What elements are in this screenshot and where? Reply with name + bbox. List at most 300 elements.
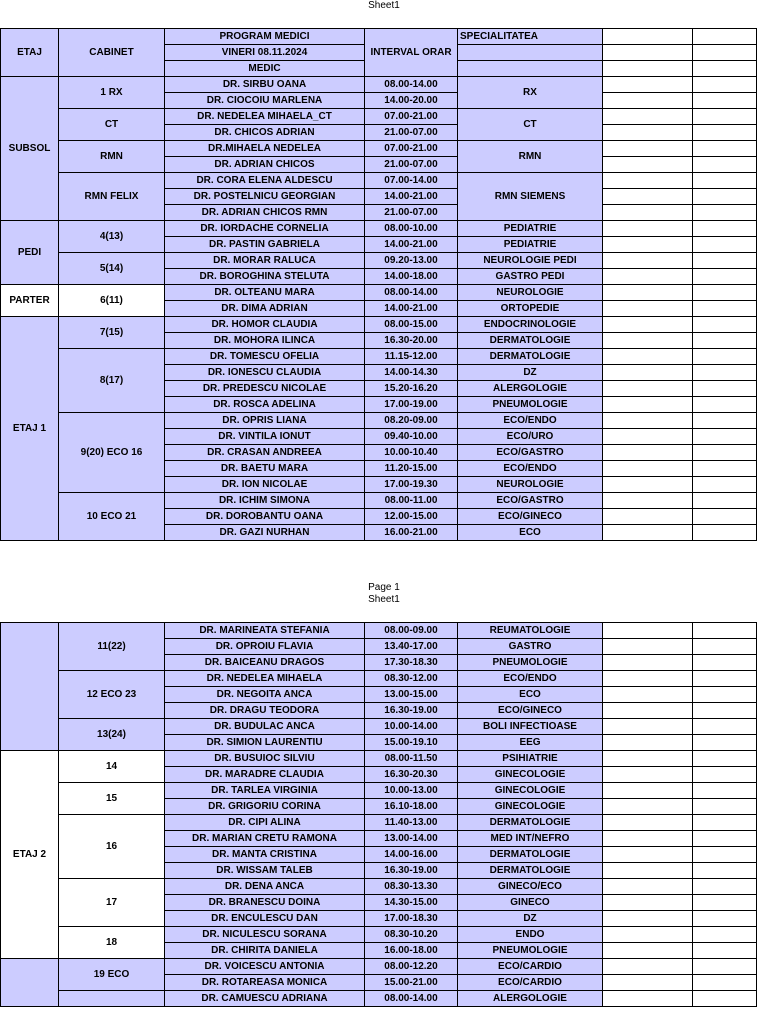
empty-cell (693, 301, 757, 317)
empty-cell (603, 863, 693, 879)
medic-cell: DR. POSTELNICU GEORGIAN (165, 189, 365, 205)
specialty-cell: GINECO/ECO (458, 879, 603, 895)
medic-cell: DR. CAMUESCU ADRIANA (165, 991, 365, 1007)
interval-cell: 10.00-13.00 (365, 783, 458, 799)
medic-cell: DR. NEDELEA MIHAELA_CT (165, 109, 365, 125)
empty-cell (603, 991, 693, 1007)
cabinet-cell: 15 (59, 783, 165, 815)
empty-cell (693, 927, 757, 943)
cabinet-cell: 4(13) (59, 221, 165, 253)
interval-cell: 16.30-19.00 (365, 863, 458, 879)
medic-cell: DR. DIMA ADRIAN (165, 301, 365, 317)
medic-cell: DR. TARLEA VIRGINIA (165, 783, 365, 799)
empty-cell (603, 413, 693, 429)
medic-cell: DR. BAETU MARA (165, 461, 365, 477)
empty-cell (603, 173, 693, 189)
empty-cell (603, 301, 693, 317)
empty-cell (693, 333, 757, 349)
medic-cell: DR. BRANESCU DOINA (165, 895, 365, 911)
floor-cell: ETAJ 1 (1, 317, 59, 541)
empty-cell (603, 975, 693, 991)
empty-cell (603, 109, 693, 125)
empty-cell (693, 221, 757, 237)
specialty-cell: EEG (458, 735, 603, 751)
specialty-cell: NEUROLOGIE (458, 285, 603, 301)
empty-cell (693, 959, 757, 975)
interval-cell: 08.00-12.20 (365, 959, 458, 975)
empty-cell (603, 93, 693, 109)
interval-cell: 16.30-19.00 (365, 703, 458, 719)
cabinet-cell: 16 (59, 815, 165, 879)
empty-cell (603, 815, 693, 831)
interval-cell: 14.00-21.00 (365, 237, 458, 253)
specialty-cell: MED INT/NEFRO (458, 831, 603, 847)
interval-cell: 14.00-16.00 (365, 847, 458, 863)
table-row (1, 751, 757, 767)
interval-cell: 08.30-13.30 (365, 879, 458, 895)
specialty-cell: BOLI INFECTIOASE (458, 719, 603, 735)
interval-cell: 08.00-14.00 (365, 991, 458, 1007)
medic-cell: DR. ION NICOLAE (165, 477, 365, 493)
specialty-cell: PEDIATRIE (458, 237, 603, 253)
specialty-cell: GINECOLOGIE (458, 799, 603, 815)
header-program: PROGRAM MEDICI (165, 29, 365, 45)
empty-cell (603, 237, 693, 253)
empty-cell (693, 237, 757, 253)
specialty-cell: GINECOLOGIE (458, 767, 603, 783)
medic-cell: DR. CHIRITA DANIELA (165, 943, 365, 959)
cabinet-cell: 8(17) (59, 349, 165, 413)
specialty-cell: ECO/GASTRO (458, 445, 603, 461)
specialty-cell: PNEUMOLOGIE (458, 397, 603, 413)
specialty-cell: DERMATOLOGIE (458, 847, 603, 863)
cabinet-cell (59, 991, 165, 1007)
empty-cell (603, 461, 693, 477)
interval-cell: 13.00-14.00 (365, 831, 458, 847)
interval-cell: 08.30-10.20 (365, 927, 458, 943)
table-row (1, 317, 757, 333)
medic-cell: DR. MARINEATA STEFANIA (165, 623, 365, 639)
medic-cell: DR. IONESCU CLAUDIA (165, 365, 365, 381)
interval-cell: 07.00-21.00 (365, 109, 458, 125)
interval-cell: 14.00-14.30 (365, 365, 458, 381)
medic-cell: DR.MIHAELA NEDELEA (165, 141, 365, 157)
empty-cell (693, 205, 757, 221)
specialty-cell: NEUROLOGIE PEDI (458, 253, 603, 269)
specialty-cell: ENDO (458, 927, 603, 943)
medic-cell: DR. DOROBANTU OANA (165, 509, 365, 525)
empty-cell (693, 429, 757, 445)
header-medic: MEDIC (165, 61, 365, 77)
empty-cell (693, 445, 757, 461)
empty-cell (603, 719, 693, 735)
page-footer: Page 1 (368, 582, 400, 593)
empty-cell (603, 157, 693, 173)
medic-cell: DR. ENCULESCU DAN (165, 911, 365, 927)
medic-cell: DR. PREDESCU NICOLAE (165, 381, 365, 397)
empty-cell (603, 735, 693, 751)
empty-cell (693, 879, 757, 895)
empty-cell (603, 927, 693, 943)
cabinet-cell: 6(11) (59, 285, 165, 317)
specialty-cell: NEUROLOGIE (458, 477, 603, 493)
empty-cell (603, 61, 693, 77)
empty-cell (603, 879, 693, 895)
specialty-cell: GASTRO PEDI (458, 269, 603, 285)
table-row (1, 285, 757, 301)
cabinet-cell: CT (59, 109, 165, 141)
empty-cell (603, 783, 693, 799)
interval-cell: 08.00-14.00 (365, 77, 458, 93)
interval-cell: 10.00-14.00 (365, 719, 458, 735)
specialty-cell: ECO (458, 525, 603, 541)
empty-cell (603, 205, 693, 221)
table-row (1, 959, 757, 975)
empty-cell (693, 655, 757, 671)
empty-cell (603, 189, 693, 205)
medic-cell: DR. HOMOR CLAUDIA (165, 317, 365, 333)
interval-cell: 15.20-16.20 (365, 381, 458, 397)
medic-cell: DR. CIPI ALINA (165, 815, 365, 831)
medic-cell: DR. ROTAREASA MONICA (165, 975, 365, 991)
empty-cell (603, 429, 693, 445)
interval-cell: 14.00-18.00 (365, 269, 458, 285)
empty-cell (603, 29, 693, 45)
empty-cell (603, 333, 693, 349)
interval-cell: 17.00-19.30 (365, 477, 458, 493)
interval-cell: 16.30-20.00 (365, 333, 458, 349)
specialty-cell: RMN SIEMENS (458, 173, 603, 221)
cabinet-cell: 19 ECO (59, 959, 165, 991)
table-row (1, 253, 757, 269)
specialty-cell: ENDOCRINOLOGIE (458, 317, 603, 333)
empty-cell (693, 157, 757, 173)
cabinet-cell: 5(14) (59, 253, 165, 285)
specialty-cell: ECO/CARDIO (458, 959, 603, 975)
empty-cell (693, 847, 757, 863)
empty-cell (603, 317, 693, 333)
specialty-cell: ALERGOLOGIE (458, 991, 603, 1007)
medic-cell: DR. ADRIAN CHICOS RMN (165, 205, 365, 221)
empty-cell (693, 509, 757, 525)
sheet-title-second: Sheet1 (368, 594, 400, 605)
specialty-cell: PNEUMOLOGIE (458, 655, 603, 671)
interval-cell: 13.00-15.00 (365, 687, 458, 703)
empty-cell (603, 767, 693, 783)
empty-cell (603, 509, 693, 525)
table-row (1, 927, 757, 943)
medic-cell: DR. OLTEANU MARA (165, 285, 365, 301)
floor-cell (1, 623, 59, 751)
table-row (1, 77, 757, 93)
empty-cell (603, 751, 693, 767)
medic-cell: DR. CRASAN ANDREEA (165, 445, 365, 461)
interval-cell: 07.00-21.00 (365, 141, 458, 157)
medic-cell: DR. OPROIU FLAVIA (165, 639, 365, 655)
interval-cell: 16.00-21.00 (365, 525, 458, 541)
specialty-cell: ECO/URO (458, 429, 603, 445)
empty-cell (693, 93, 757, 109)
empty-cell (603, 493, 693, 509)
medic-cell: DR. BAICEANU DRAGOS (165, 655, 365, 671)
schedule-table-page1 (0, 28, 757, 541)
specialty-cell: GASTRO (458, 639, 603, 655)
medic-cell: DR. GRIGORIU CORINA (165, 799, 365, 815)
empty-cell (693, 751, 757, 767)
medic-cell: DR. MANTA CRISTINA (165, 847, 365, 863)
medic-cell: DR. NEDELEA MIHAELA (165, 671, 365, 687)
empty-cell (693, 109, 757, 125)
empty-cell (458, 45, 603, 61)
medic-cell: DR. WISSAM TALEB (165, 863, 365, 879)
specialty-cell: ECO/GINECO (458, 509, 603, 525)
cabinet-cell: 14 (59, 751, 165, 783)
specialty-cell: ECO/GASTRO (458, 493, 603, 509)
specialty-cell: ECO/ENDO (458, 413, 603, 429)
interval-cell: 16.10-18.00 (365, 799, 458, 815)
interval-cell: 13.40-17.00 (365, 639, 458, 655)
empty-cell (693, 45, 757, 61)
empty-cell (603, 959, 693, 975)
interval-cell: 15.00-19.10 (365, 735, 458, 751)
medic-cell: DR. NICULESCU SORANA (165, 927, 365, 943)
medic-cell: DR. MORAR RALUCA (165, 253, 365, 269)
empty-cell (603, 445, 693, 461)
medic-cell: DR. MARADRE CLAUDIA (165, 767, 365, 783)
empty-cell (603, 125, 693, 141)
cabinet-cell: 18 (59, 927, 165, 959)
empty-cell (693, 863, 757, 879)
specialty-cell: DERMATOLOGIE (458, 815, 603, 831)
medic-cell: DR. TOMESCU OFELIA (165, 349, 365, 365)
empty-cell (693, 525, 757, 541)
header-etaj: ETAJ (1, 29, 59, 77)
empty-cell (693, 671, 757, 687)
specialty-cell: PEDIATRIE (458, 221, 603, 237)
specialty-cell: ORTOPEDIE (458, 301, 603, 317)
table-row (1, 815, 757, 831)
empty-cell (693, 719, 757, 735)
header-specialitatea: SPECIALITATEA (458, 29, 603, 45)
floor-cell: SUBSOL (1, 77, 59, 221)
medic-cell: DR. OPRIS LIANA (165, 413, 365, 429)
schedule-table-page2 (0, 622, 757, 1007)
empty-cell (693, 735, 757, 751)
specialty-cell: ECO/GINECO (458, 703, 603, 719)
specialty-cell: CT (458, 109, 603, 141)
interval-cell: 08.00-10.00 (365, 221, 458, 237)
empty-cell (603, 847, 693, 863)
empty-cell (693, 317, 757, 333)
empty-cell (693, 173, 757, 189)
table-row (1, 221, 757, 237)
medic-cell: DR. SIMION LAURENTIU (165, 735, 365, 751)
medic-cell: DR. BUDULAC ANCA (165, 719, 365, 735)
table-row (1, 349, 757, 365)
empty-cell (693, 493, 757, 509)
empty-cell (603, 639, 693, 655)
empty-cell (693, 125, 757, 141)
empty-cell (603, 397, 693, 413)
header-row-1 (1, 29, 757, 45)
empty-cell (693, 269, 757, 285)
empty-cell (693, 461, 757, 477)
empty-cell (603, 381, 693, 397)
cabinet-cell: 12 ECO 23 (59, 671, 165, 719)
header-interval: INTERVAL ORAR (365, 29, 458, 77)
cabinet-cell: 7(15) (59, 317, 165, 349)
interval-cell: 11.20-15.00 (365, 461, 458, 477)
empty-cell (693, 189, 757, 205)
empty-cell (693, 349, 757, 365)
specialty-cell: PNEUMOLOGIE (458, 943, 603, 959)
interval-cell: 11.15-12.00 (365, 349, 458, 365)
empty-cell (603, 221, 693, 237)
interval-cell: 09.40-10.00 (365, 429, 458, 445)
interval-cell: 08.20-09.00 (365, 413, 458, 429)
specialty-cell: ECO/ENDO (458, 461, 603, 477)
interval-cell: 14.00-21.00 (365, 301, 458, 317)
cabinet-cell: RMN FELIX (59, 173, 165, 221)
floor-cell (1, 959, 59, 1007)
table-row (1, 783, 757, 799)
empty-cell (693, 141, 757, 157)
cabinet-cell: 9(20) ECO 16 (59, 413, 165, 493)
interval-cell: 12.00-15.00 (365, 509, 458, 525)
interval-cell: 21.00-07.00 (365, 205, 458, 221)
empty-cell (603, 45, 693, 61)
empty-cell (603, 141, 693, 157)
empty-cell (603, 671, 693, 687)
cabinet-cell: 1 RX (59, 77, 165, 109)
medic-cell: DR. IORDACHE CORNELIA (165, 221, 365, 237)
interval-cell: 17.30-18.30 (365, 655, 458, 671)
empty-cell (693, 943, 757, 959)
table-row (1, 879, 757, 895)
empty-cell (693, 767, 757, 783)
specialty-cell: DERMATOLOGIE (458, 333, 603, 349)
empty-cell (603, 831, 693, 847)
interval-cell: 14.00-20.00 (365, 93, 458, 109)
interval-cell: 08.00-14.00 (365, 285, 458, 301)
empty-cell (693, 991, 757, 1007)
interval-cell: 15.00-21.00 (365, 975, 458, 991)
interval-cell: 08.00-09.00 (365, 623, 458, 639)
empty-cell (693, 253, 757, 269)
cabinet-cell: 10 ECO 21 (59, 493, 165, 541)
floor-cell: PARTER (1, 285, 59, 317)
interval-cell: 21.00-07.00 (365, 157, 458, 173)
medic-cell: DR. BOROGHINA STELUTA (165, 269, 365, 285)
empty-cell (603, 895, 693, 911)
specialty-cell: PSIHIATRIE (458, 751, 603, 767)
empty-cell (603, 285, 693, 301)
interval-cell: 08.00-11.00 (365, 493, 458, 509)
specialty-cell: DZ (458, 365, 603, 381)
empty-cell (693, 895, 757, 911)
empty-cell (603, 349, 693, 365)
cabinet-cell: 13(24) (59, 719, 165, 751)
table-row (1, 413, 757, 429)
table-row (1, 141, 757, 157)
empty-cell (458, 61, 603, 77)
medic-cell: DR. CORA ELENA ALDESCU (165, 173, 365, 189)
empty-cell (603, 655, 693, 671)
medic-cell: DR. SIRBU OANA (165, 77, 365, 93)
table-row (1, 671, 757, 687)
interval-cell: 10.00-10.40 (365, 445, 458, 461)
empty-cell (603, 253, 693, 269)
empty-cell (693, 783, 757, 799)
empty-cell (693, 381, 757, 397)
medic-cell: DR. PASTIN GABRIELA (165, 237, 365, 253)
empty-cell (603, 911, 693, 927)
specialty-cell: RX (458, 77, 603, 109)
empty-cell (603, 477, 693, 493)
empty-cell (693, 911, 757, 927)
empty-cell (603, 623, 693, 639)
specialty-cell: ECO/ENDO (458, 671, 603, 687)
floor-cell: PEDI (1, 221, 59, 285)
empty-cell (603, 525, 693, 541)
interval-cell: 08.00-11.50 (365, 751, 458, 767)
empty-cell (603, 269, 693, 285)
empty-cell (693, 285, 757, 301)
empty-cell (693, 815, 757, 831)
empty-cell (693, 413, 757, 429)
medic-cell: DR. ADRIAN CHICOS (165, 157, 365, 173)
specialty-cell: GINECO (458, 895, 603, 911)
table-row (1, 719, 757, 735)
specialty-cell: DERMATOLOGIE (458, 349, 603, 365)
empty-cell (693, 799, 757, 815)
cabinet-cell: RMN (59, 141, 165, 173)
medic-cell: DR. CIOCOIU MARLENA (165, 93, 365, 109)
empty-cell (693, 77, 757, 93)
medic-cell: DR. MARIAN CRETU RAMONA (165, 831, 365, 847)
empty-cell (603, 77, 693, 93)
empty-cell (603, 365, 693, 381)
empty-cell (693, 623, 757, 639)
interval-cell: 08.30-12.00 (365, 671, 458, 687)
interval-cell: 11.40-13.00 (365, 815, 458, 831)
interval-cell: 09.20-13.00 (365, 253, 458, 269)
empty-cell (693, 703, 757, 719)
empty-cell (693, 61, 757, 77)
empty-cell (693, 639, 757, 655)
specialty-cell: DZ (458, 911, 603, 927)
interval-cell: 21.00-07.00 (365, 125, 458, 141)
table-row (1, 173, 757, 189)
medic-cell: DR. DRAGU TEODORA (165, 703, 365, 719)
specialty-cell: ECO/CARDIO (458, 975, 603, 991)
interval-cell: 16.00-18.00 (365, 943, 458, 959)
table-row (1, 493, 757, 509)
specialty-cell: DERMATOLOGIE (458, 863, 603, 879)
empty-cell (693, 477, 757, 493)
empty-cell (693, 365, 757, 381)
interval-cell: 14.00-21.00 (365, 189, 458, 205)
empty-cell (693, 975, 757, 991)
interval-cell: 16.30-20.30 (365, 767, 458, 783)
interval-cell: 17.00-19.00 (365, 397, 458, 413)
specialty-cell: RMN (458, 141, 603, 173)
empty-cell (603, 799, 693, 815)
medic-cell: DR. MOHORA ILINCA (165, 333, 365, 349)
header-cabinet: CABINET (59, 29, 165, 77)
medic-cell: DR. NEGOITA ANCA (165, 687, 365, 703)
medic-cell: DR. GAZI NURHAN (165, 525, 365, 541)
